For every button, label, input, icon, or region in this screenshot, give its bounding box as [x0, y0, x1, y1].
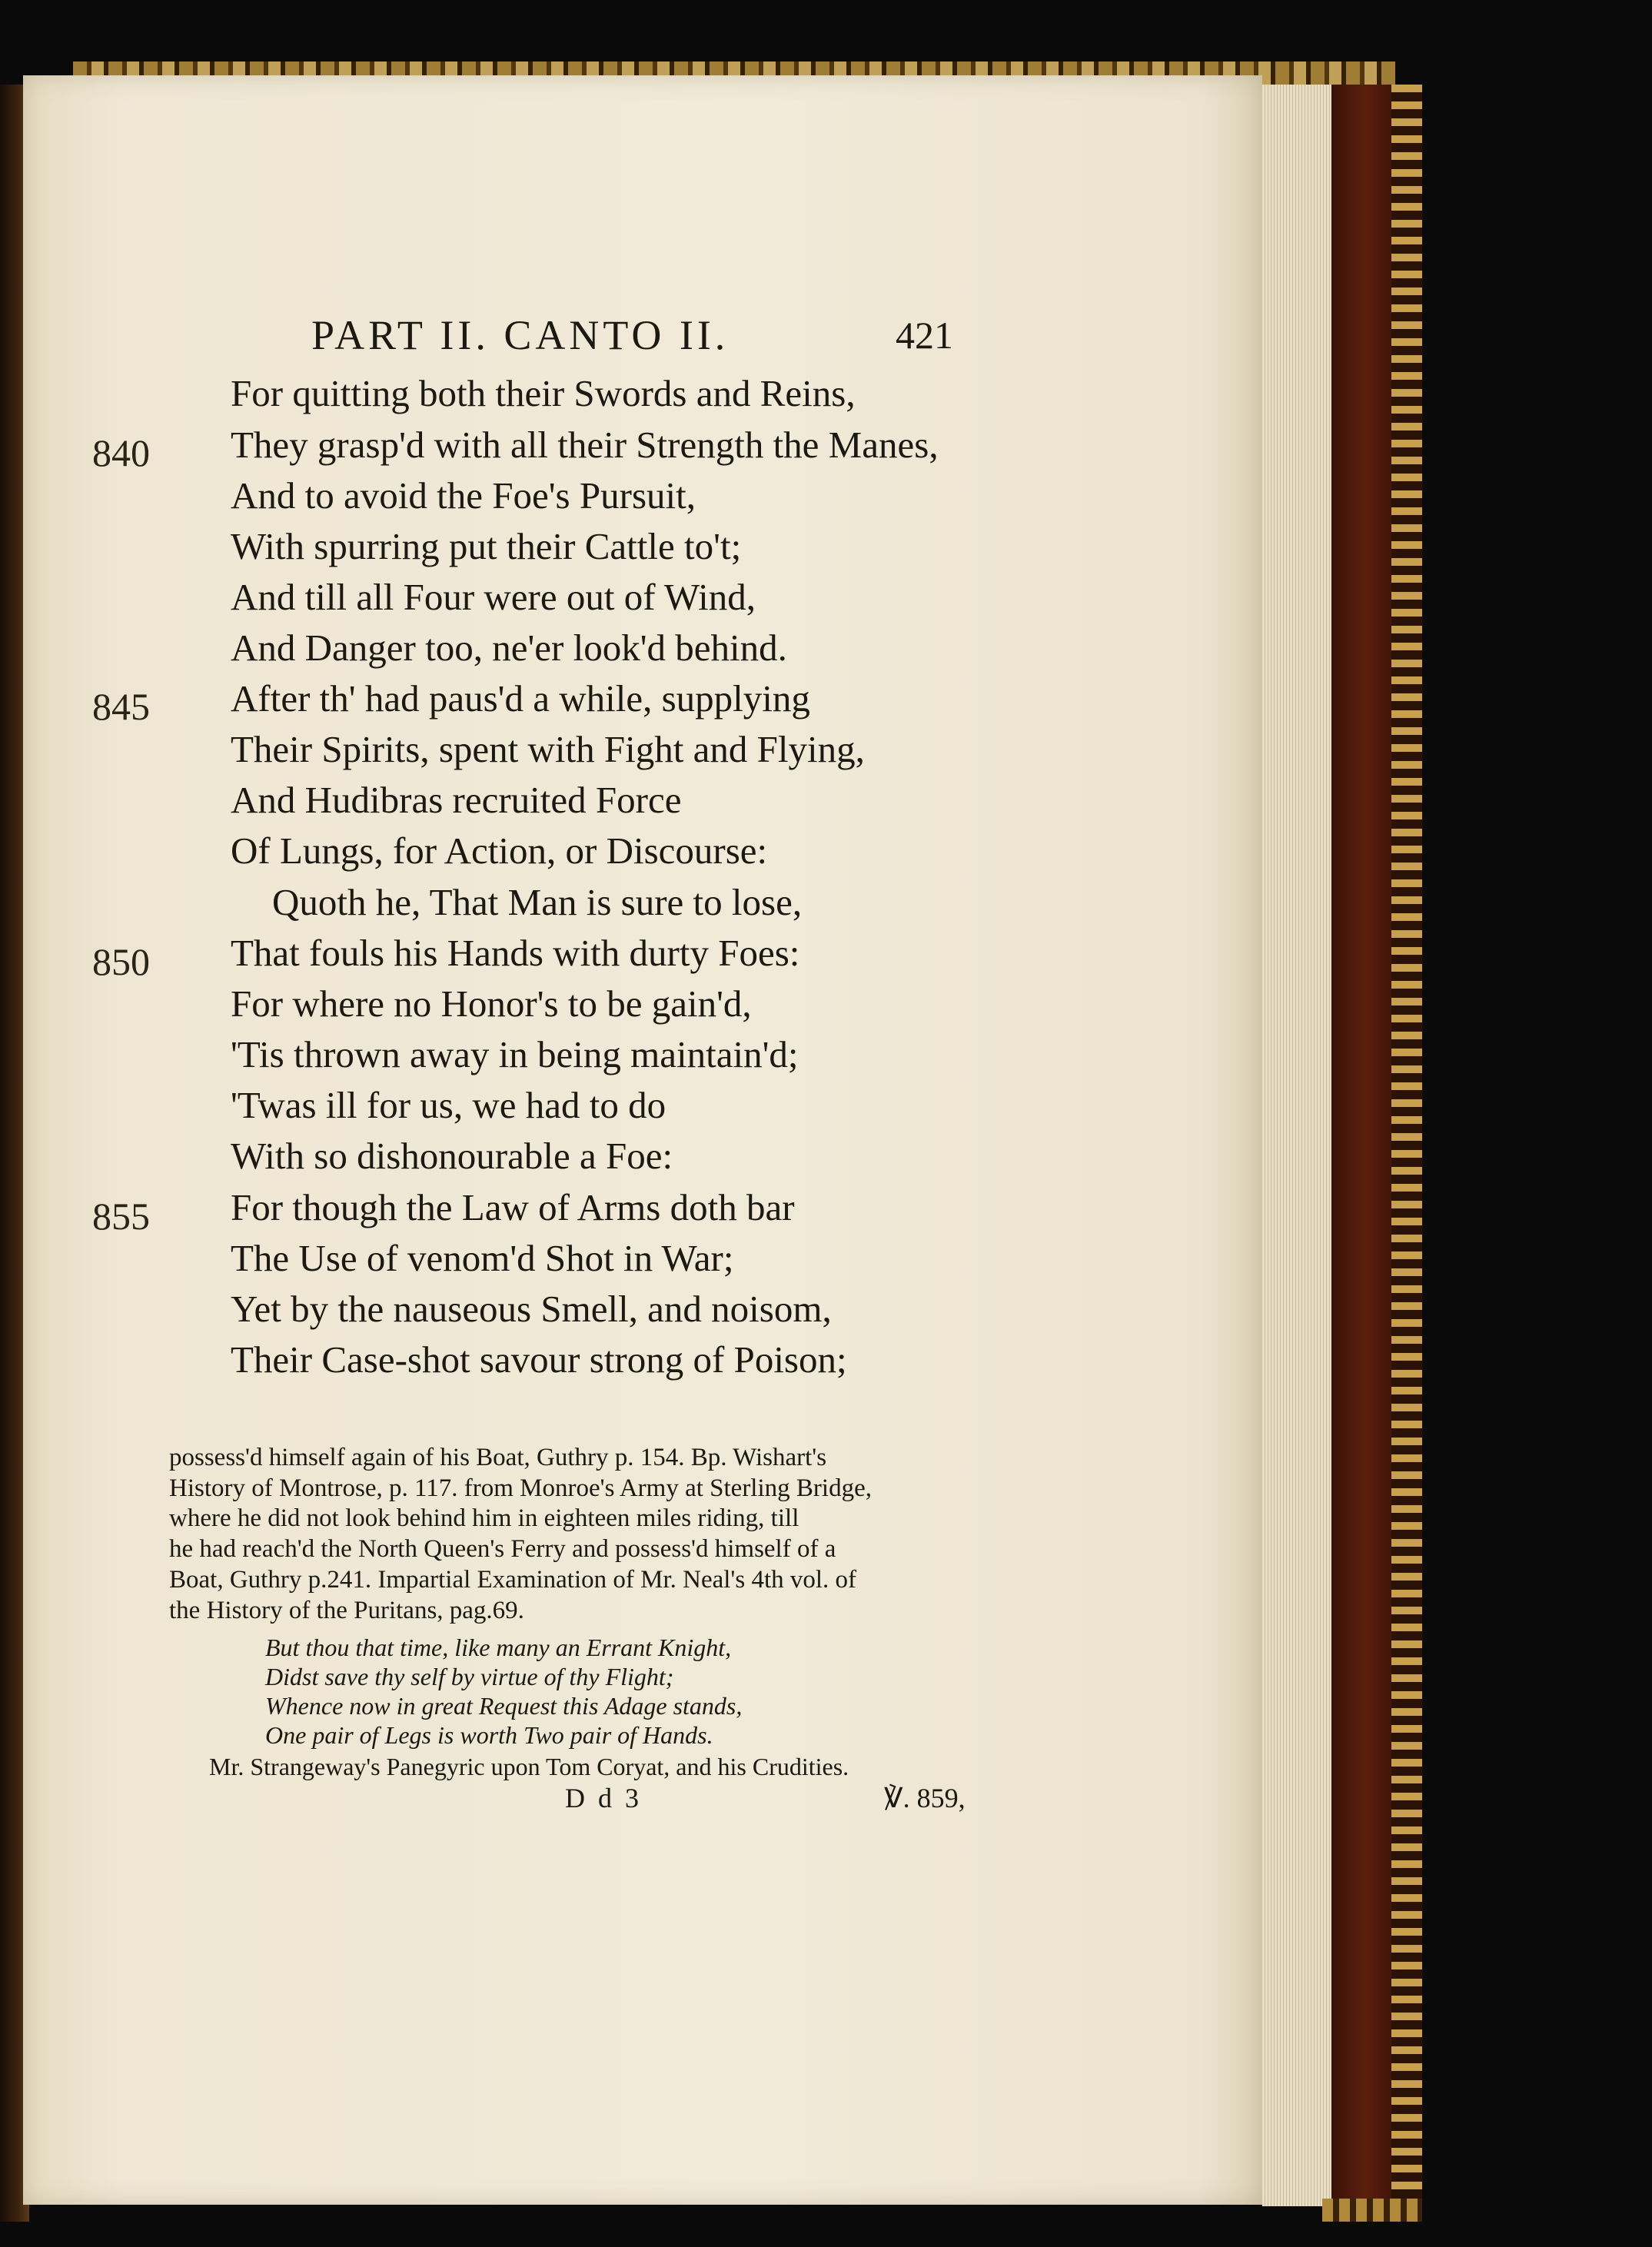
verse-line: That fouls his Hands with durty Foes:	[231, 932, 800, 974]
verse-line: And till all Four were out of Wind,	[231, 576, 756, 618]
running-title: PART II. CANTO II.	[311, 312, 730, 358]
catchword: ℣. 859,	[884, 1783, 966, 1813]
quote-line: One pair of Legs is worth Two pair of Hands.	[265, 1721, 713, 1749]
verse-line: With so dishonourable a Foe:	[231, 1135, 673, 1177]
signature-mark: D d 3	[565, 1783, 642, 1813]
line-number: 840	[92, 431, 150, 474]
verse-line: And Hudibras recruited Force	[231, 779, 682, 821]
line-number: 845	[92, 685, 150, 728]
quote-line: Whence now in great Request this Adage stands,	[265, 1692, 743, 1720]
quote-attribution: Mr. Strangeway's Panegyric upon Tom Coryat, and his Crudities.	[209, 1753, 849, 1780]
footnote-line: Boat, Guthry p.241. Impartial Examination of Mr. Neal's 4th vol. of	[169, 1566, 857, 1594]
verse-line: Yet by the nauseous Smell, and noisom,	[231, 1288, 832, 1330]
verse-line: For though the Law of Arms doth bar	[231, 1186, 795, 1228]
verse-line: They grasp'd with all their Strength the Manes,	[231, 424, 939, 466]
line-number: 855	[92, 1195, 150, 1238]
verse-line: Of Lungs, for Action, or Discourse:	[231, 829, 768, 872]
verse-line: The Use of venom'd Shot in War;	[231, 1237, 734, 1279]
verse-line: 'Twas ill for us, we had to do	[231, 1084, 666, 1126]
gilt-bottom-edge	[1322, 2199, 1422, 2222]
footnote-line: he had reach'd the North Queen's Ferry and possess'd himself of a	[169, 1535, 836, 1563]
quote-line: But thou that time, like many an Errant Knight,	[265, 1634, 732, 1661]
quote-line: Didst save thy self by virtue of thy Flight;	[265, 1663, 674, 1690]
page-fore-edge	[1262, 85, 1331, 2206]
verse-line: 'Tis thrown away in being maintain'd;	[231, 1033, 799, 1075]
footnote-line: where he did not look behind him in eighteen miles riding, till	[169, 1504, 799, 1532]
line-number: 850	[92, 940, 150, 983]
verse-line: And Danger too, ne'er look'd behind.	[231, 627, 787, 669]
footnote-line: possess'd himself again of his Boat, Guthry p. 154. Bp. Wishart's	[169, 1444, 827, 1471]
verse-line: For where no Honor's to be gain'd,	[231, 982, 752, 1025]
gilt-board-edge	[1391, 85, 1422, 2214]
verse-line: Quoth he, That Man is sure to lose,	[272, 881, 803, 923]
verse-line: For quitting both their Swords and Reins,	[231, 372, 856, 414]
verse-line: Their Spirits, spent with Fight and Flying,	[231, 728, 865, 770]
page-number: 421	[896, 314, 953, 357]
verse-line: With spurring put their Cattle to't;	[231, 525, 742, 567]
footnote-line: the History of the Puritans, pag.69.	[169, 1597, 524, 1624]
verse-line: Their Case-shot savour strong of Poison;	[231, 1338, 847, 1381]
footnote-line: History of Montrose, p. 117. from Monroe's Army at Sterling Bridge,	[169, 1474, 872, 1502]
verse-line: After th' had paus'd a while, supplying	[231, 677, 810, 720]
verse-line: And to avoid the Foe's Pursuit,	[231, 474, 696, 517]
